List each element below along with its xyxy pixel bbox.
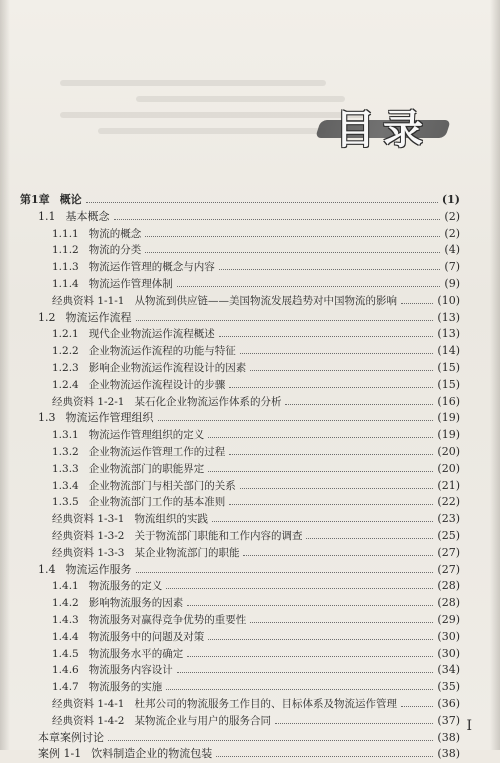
toc-entry-page: (28) xyxy=(437,596,460,610)
toc-entry-page: (22) xyxy=(437,495,460,509)
toc-entry-title: 物流服务水平的确定 xyxy=(88,647,184,660)
toc-entry-number: 1.3.2 xyxy=(52,445,79,458)
table-of-contents xyxy=(20,192,460,763)
toc-entry-number: 1.1 xyxy=(38,209,56,223)
toc-entry[interactable] xyxy=(20,226,460,243)
toc-entry-page: (19) xyxy=(437,411,460,425)
toc-entry-page: (13) xyxy=(437,310,460,324)
toc-leader-dots xyxy=(145,235,440,237)
toc-entry-page: (37) xyxy=(437,713,460,727)
toc-entry-page: (13) xyxy=(437,327,460,341)
toc-entry-page: (15) xyxy=(437,360,460,374)
toc-entry-page: (27) xyxy=(437,562,460,576)
toc-heading xyxy=(318,108,448,152)
toc-entry-title: 物流运作流程 xyxy=(65,310,132,324)
toc-entry-page: (30) xyxy=(437,646,460,660)
toc-entry-number: 经典资料 1-1-1 xyxy=(52,294,125,307)
toc-leader-dots xyxy=(250,621,433,623)
toc-entry-title: 企业物流部门工作的基本准则 xyxy=(88,496,226,509)
toc-entry-title: 物流服务内容设计 xyxy=(88,664,173,677)
toc-leader-dots xyxy=(401,705,433,707)
toc-entry-page: (20) xyxy=(437,461,460,475)
toc-leader-dots xyxy=(177,671,434,673)
toc-entry[interactable] xyxy=(20,276,460,293)
toc-entry[interactable] xyxy=(20,461,460,478)
toc-entry-number: 经典资料 1-2-1 xyxy=(52,395,125,408)
toc-entry[interactable] xyxy=(20,242,460,259)
toc-leader-dots xyxy=(212,520,433,522)
toc-entry-title: 某石化企业物流运作体系的分析 xyxy=(134,395,282,408)
toc-entry[interactable] xyxy=(20,713,460,730)
toc-entry-title: 物流服务中的问题及对策 xyxy=(88,630,205,643)
toc-entry-title: 企业物流运作流程的功能与特征 xyxy=(88,345,236,358)
toc-leader-dots xyxy=(136,319,434,321)
toc-entry-title: 物流组织的实践 xyxy=(134,513,208,526)
toc-entry-title: 物流的概念 xyxy=(88,227,142,240)
toc-leader-dots xyxy=(285,403,433,405)
toc-entry-title: 物流运作管理组织 xyxy=(65,411,154,425)
toc-entry-page: (30) xyxy=(437,629,460,643)
toc-entry-page: (35) xyxy=(437,680,460,694)
toc-entry-number: 1.1.4 xyxy=(52,277,79,290)
toc-entry-number: 经典资料 1-4-1 xyxy=(52,697,125,710)
toc-entry-number: 1.2.3 xyxy=(52,361,79,374)
toc-entry[interactable] xyxy=(20,427,460,444)
toc-entry-page: (14) xyxy=(437,344,460,358)
toc-entry-page: (38) xyxy=(437,747,460,761)
toc-entry-page: (15) xyxy=(437,377,460,391)
toc-entry-number: 1.3.3 xyxy=(52,462,79,475)
toc-leader-dots xyxy=(158,419,434,421)
toc-entry-title: 影响企业物流运作流程设计的因素 xyxy=(88,361,247,374)
toc-leader-dots xyxy=(114,218,441,220)
toc-entry[interactable] xyxy=(20,310,460,327)
toc-entry-title: 企业物流运作流程设计的步骤 xyxy=(88,378,226,391)
toc-leader-dots xyxy=(229,386,433,388)
toc-entry-number: 1.2.1 xyxy=(52,328,79,341)
toc-entry-number: 1.4.4 xyxy=(52,630,79,643)
toc-entry-title: 影响物流服务的因素 xyxy=(88,597,184,610)
toc-leader-dots xyxy=(145,251,440,253)
toc-entry[interactable] xyxy=(20,360,460,377)
toc-entry-number: 1.4 xyxy=(38,562,56,576)
toc-leader-dots xyxy=(229,453,433,455)
toc-entry-number: 1.3.4 xyxy=(52,479,79,492)
toc-entry-page: (23) xyxy=(437,512,460,526)
toc-entry-page: (28) xyxy=(437,579,460,593)
toc-entry-page: (36) xyxy=(437,696,460,710)
toc-entry-title: 饮料制造企业的物流包装 xyxy=(91,747,213,761)
toc-leader-dots xyxy=(275,722,433,724)
toc-leader-dots xyxy=(177,285,441,287)
toc-entry-page: (20) xyxy=(437,444,460,458)
toc-entry[interactable] xyxy=(20,478,460,495)
toc-entry[interactable] xyxy=(20,377,460,394)
toc-entry[interactable] xyxy=(20,730,460,747)
toc-entry-title: 物流服务的实施 xyxy=(88,681,163,694)
toc-entry[interactable] xyxy=(20,528,460,545)
toc-entry-page: (25) xyxy=(437,528,460,542)
toc-entry-number: 1.4.2 xyxy=(52,597,79,610)
toc-leader-dots xyxy=(208,470,433,472)
toc-entry-title: 物流服务对赢得竞争优势的重要性 xyxy=(88,613,247,626)
toc-entry[interactable] xyxy=(20,343,460,360)
toc-entry-page: (38) xyxy=(437,730,460,744)
toc-entry-number: 经典资料 1-3-1 xyxy=(52,513,125,526)
toc-leader-dots xyxy=(243,554,433,556)
toc-entry-number: 1.3 xyxy=(38,411,56,425)
toc-leader-dots xyxy=(240,352,434,354)
toc-leader-dots xyxy=(219,335,434,337)
toc-leader-dots xyxy=(86,201,438,203)
toc-entry[interactable] xyxy=(20,410,460,427)
toc-entry[interactable] xyxy=(20,209,460,226)
toc-leader-dots xyxy=(216,755,433,757)
toc-entry[interactable] xyxy=(20,746,460,763)
toc-entry-page: (2) xyxy=(444,226,460,240)
toc-entry-number: 1.4.1 xyxy=(52,580,79,593)
toc-entry[interactable] xyxy=(20,545,460,562)
toc-entry-title: 从物流到供应链——美国物流发展趋势对中国物流的影响 xyxy=(134,294,397,307)
toc-entry[interactable] xyxy=(20,259,460,276)
toc-entry-number: 1.2.4 xyxy=(52,378,79,391)
toc-leader-dots xyxy=(306,537,433,539)
toc-leader-dots xyxy=(401,302,433,304)
page-number: I xyxy=(466,718,472,734)
toc-entry[interactable] xyxy=(20,511,460,528)
toc-entry-page: (4) xyxy=(444,243,460,257)
toc-entry-title: 企业物流部门与相关部门的关系 xyxy=(88,479,236,492)
toc-entry-title: 物流的分类 xyxy=(88,244,142,257)
toc-entry-number: 1.1.3 xyxy=(52,261,79,274)
toc-entry[interactable] xyxy=(20,562,460,579)
toc-entry[interactable] xyxy=(20,444,460,461)
toc-entry-title: 现代企业物流运作流程概述 xyxy=(88,328,215,341)
toc-entry-number: 1.2 xyxy=(38,310,56,324)
toc-entry-title: 物流运作服务 xyxy=(65,562,132,576)
toc-title: 目录 xyxy=(335,107,431,153)
toc-leader-dots xyxy=(240,487,434,489)
toc-entry[interactable] xyxy=(20,394,460,411)
toc-entry-title: 杜邦公司的物流服务工作目的、目标体系及物流运作管理 xyxy=(134,697,397,710)
toc-entry-number: 1.1.1 xyxy=(52,227,79,240)
toc-entry-page: (34) xyxy=(437,663,460,677)
toc-entry-number: 1.4.3 xyxy=(52,613,79,626)
toc-entry[interactable] xyxy=(20,494,460,511)
toc-entry-title: 物流运作管理体制 xyxy=(88,277,173,290)
toc-leader-dots xyxy=(187,655,433,657)
toc-entry-number: 1.2.2 xyxy=(52,345,79,358)
toc-entry[interactable] xyxy=(20,646,460,663)
toc-entry-title: 某企业物流部门的职能 xyxy=(134,546,240,559)
toc-entry-title: 某物流企业与用户的服务合同 xyxy=(134,714,271,727)
page-edge-shadow-right xyxy=(490,0,500,750)
toc-entry[interactable] xyxy=(20,192,460,209)
toc-entry-title: 本章案例讨论 xyxy=(38,730,104,744)
toc-entry-number: 第1章 xyxy=(20,193,50,206)
toc-entry-number: 经典资料 1-3-3 xyxy=(52,546,125,559)
toc-entry-number: 1.3.5 xyxy=(52,496,79,509)
toc-entry-number: 1.4.6 xyxy=(52,664,79,677)
toc-leader-dots xyxy=(250,369,433,371)
toc-entry-title: 企业物流部门的职能界定 xyxy=(88,462,205,475)
toc-entry-page: (16) xyxy=(437,394,460,408)
toc-leader-dots xyxy=(208,638,433,640)
toc-entry-title: 关于物流部门职能和工作内容的调查 xyxy=(134,529,303,542)
toc-entry-page: (2) xyxy=(444,209,460,223)
toc-entry[interactable] xyxy=(20,629,460,646)
page-edge-shadow-left xyxy=(0,0,10,750)
toc-entry-number: 经典资料 1-4-2 xyxy=(52,714,125,727)
toc-leader-dots xyxy=(166,587,433,589)
toc-entry[interactable] xyxy=(20,662,460,679)
toc-leader-dots xyxy=(136,571,434,573)
toc-leader-dots xyxy=(108,739,433,741)
toc-entry-page: (10) xyxy=(437,293,460,307)
toc-entry[interactable] xyxy=(20,326,460,343)
toc-leader-dots xyxy=(229,503,433,505)
toc-entry[interactable] xyxy=(20,679,460,696)
toc-entry-title: 基本概念 xyxy=(65,209,110,223)
toc-entry-title: 概论 xyxy=(59,193,82,206)
toc-entry-title: 企业物流运作管理工作的过程 xyxy=(88,445,226,458)
toc-entry-page: (29) xyxy=(437,612,460,626)
toc-entry-number: 1.4.5 xyxy=(52,647,79,660)
toc-entry-page: (21) xyxy=(437,478,460,492)
toc-entry[interactable] xyxy=(20,293,460,310)
toc-entry-number: 1.4.7 xyxy=(52,681,79,694)
toc-entry-number: 1.1.2 xyxy=(52,244,79,257)
toc-entry-page: (19) xyxy=(437,428,460,442)
toc-entry-page: (7) xyxy=(444,260,460,274)
toc-entry-number: 经典资料 1-3-2 xyxy=(52,529,125,542)
toc-entry-page: (1) xyxy=(441,193,460,206)
toc-leader-dots xyxy=(187,604,433,606)
toc-leader-dots xyxy=(219,268,441,270)
toc-entry[interactable] xyxy=(20,612,460,629)
toc-entry-number: 1.3.1 xyxy=(52,429,79,442)
toc-entry[interactable] xyxy=(20,696,460,713)
toc-entry[interactable] xyxy=(20,578,460,595)
toc-entry-page: (27) xyxy=(437,545,460,559)
toc-entry-page: (9) xyxy=(444,276,460,290)
toc-leader-dots xyxy=(208,436,433,438)
toc-entry-title: 物流运作管理组织的定义 xyxy=(88,429,205,442)
toc-entry-title: 物流服务的定义 xyxy=(88,580,163,593)
toc-entry-number: 案例 1-1 xyxy=(38,747,82,761)
toc-entry-title: 物流运作管理的概念与内容 xyxy=(88,261,215,274)
toc-entry[interactable] xyxy=(20,595,460,612)
toc-leader-dots xyxy=(166,688,433,690)
